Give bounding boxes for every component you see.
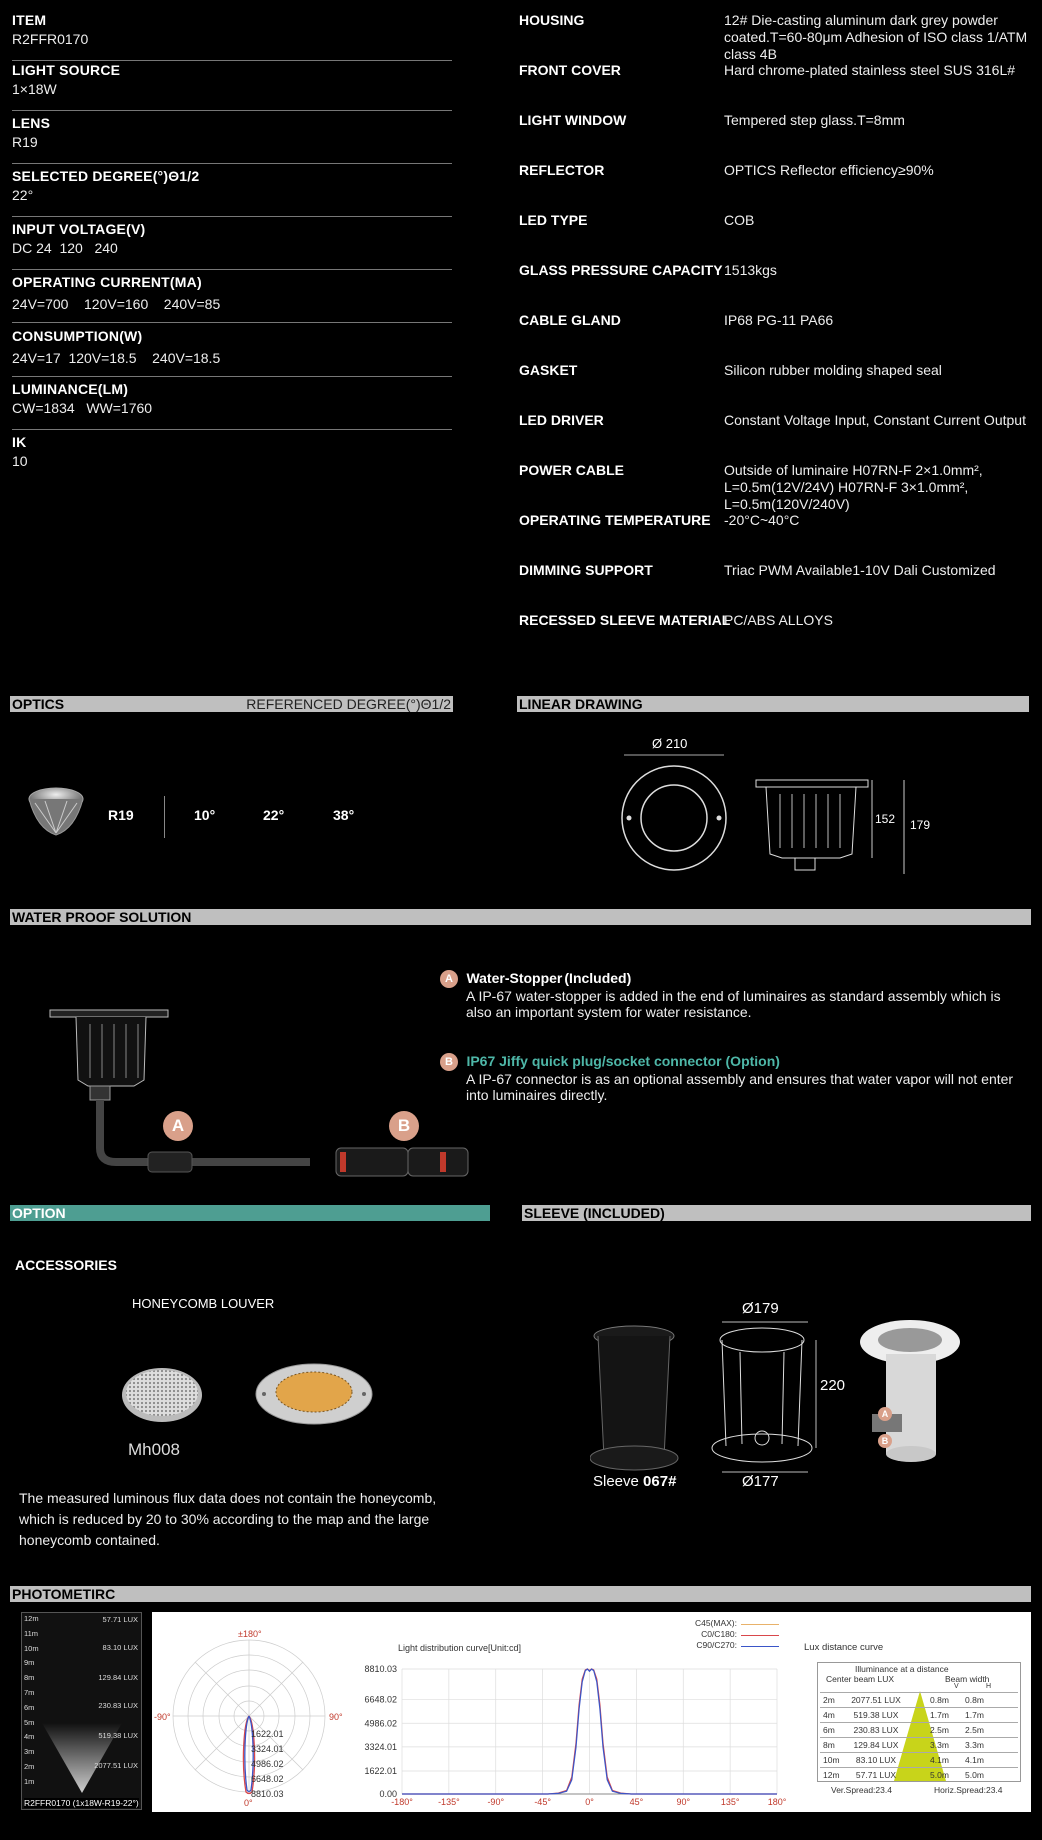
x-tick-label: 0° bbox=[585, 1797, 594, 1807]
sleeve-badge-a: A bbox=[878, 1407, 892, 1421]
strip-height-label: 2m bbox=[24, 1762, 35, 1771]
strip-height-label: 5m bbox=[24, 1717, 35, 1727]
optics-header bbox=[10, 696, 453, 712]
lux-cell: 83.10 LUX bbox=[855, 1755, 897, 1765]
spec-value: 10 bbox=[12, 453, 28, 469]
spec-label-right: REFLECTOR bbox=[519, 162, 605, 178]
polar-panel bbox=[152, 1612, 357, 1812]
spec-row-left bbox=[12, 379, 452, 430]
lux-distance-panel bbox=[797, 1612, 1031, 1812]
strip-caption: R2FFR0170 (1x18W-R19-22°) bbox=[24, 1798, 139, 1808]
y-tick-label: 0.00 bbox=[379, 1789, 397, 1799]
optics-title: OPTICS bbox=[12, 696, 65, 712]
beam-strip bbox=[21, 1612, 142, 1810]
spec-label: SELECTED DEGREE(°)Θ1/2 bbox=[12, 168, 200, 184]
honeycomb-louver-icon bbox=[120, 1365, 204, 1425]
spec-label-right: FRONT COVER bbox=[519, 62, 621, 78]
lux-table bbox=[817, 1662, 1021, 1782]
spec-value: 24V=17 120V=18.5 240V=18.5 bbox=[12, 350, 221, 366]
strip-height-label: 4m bbox=[24, 1732, 35, 1742]
sleeve-label bbox=[593, 1473, 676, 1490]
option-title: OPTION bbox=[12, 1205, 66, 1221]
spec-row-left bbox=[12, 219, 452, 270]
polar-value-label: 8810.03 bbox=[251, 1789, 284, 1799]
legend-label: C90/C270: bbox=[696, 1640, 737, 1650]
honeycomb-louver-title: HONEYCOMB LOUVER bbox=[132, 1296, 275, 1311]
spec-value: 22° bbox=[12, 187, 34, 203]
spec-label: IK bbox=[12, 434, 27, 450]
spec-value: R2FFR0170 bbox=[12, 31, 89, 47]
optics-ref-degree: REFERENCED DEGREE(°)Θ1/2 bbox=[246, 696, 451, 712]
polar-value-label: 4986.02 bbox=[251, 1759, 284, 1769]
lux-cell: 1.7m bbox=[930, 1710, 949, 1720]
sleeve-badge-b: B bbox=[878, 1434, 892, 1448]
spec-label-right: LED TYPE bbox=[519, 212, 588, 228]
lux-row bbox=[820, 1707, 1018, 1721]
spec-value-right: Outside of luminaire H07RN-F 2×1.0mm², L=0.5m(12V/24V) H07RN-F 3×1.0mm², L=0.5m(120V/240V) bbox=[724, 462, 983, 512]
waterproof-title: WATER PROOF SOLUTION bbox=[12, 909, 192, 925]
spec-value: 1×18W bbox=[12, 81, 57, 97]
polar-top-label: ±180° bbox=[238, 1629, 262, 1639]
spec-row-left bbox=[12, 60, 452, 111]
x-tick-label: 45° bbox=[629, 1797, 644, 1807]
distribution-chart bbox=[357, 1612, 797, 1812]
jiffy-connector-title: IP67 Jiffy quick plug/socket connector (Option) bbox=[466, 1053, 780, 1070]
spec-label: ITEM bbox=[12, 12, 47, 28]
strip-lux-label: 57.71 LUX bbox=[102, 1615, 138, 1624]
lux-cell: 4.1m bbox=[965, 1755, 984, 1765]
linear-height-179: 179 bbox=[910, 818, 931, 832]
legend-label: C45(MAX): bbox=[694, 1618, 737, 1628]
optics-degree-38[interactable]: 38° bbox=[333, 807, 355, 823]
reflector-icon bbox=[25, 785, 87, 839]
optics-degree-22[interactable]: 22° bbox=[263, 807, 285, 823]
x-tick-label: 90° bbox=[676, 1797, 691, 1807]
spec-value-right: 12# Die-casting aluminum dark grey powder coated.T=60-80μm Adhesion of ISO class 1/ATM class 4B bbox=[724, 12, 1028, 62]
lux-cell: 4m bbox=[823, 1710, 835, 1720]
strip-lux-label: 129.84 LUX bbox=[98, 1673, 138, 1682]
legend-label: C0/C180: bbox=[701, 1629, 737, 1639]
badge-a-large: A bbox=[163, 1111, 193, 1141]
jiffy-connector-desc: A IP-67 connector is as an optional assembly and ensures that water vapor will not enter into luminaires directly. bbox=[466, 1071, 1014, 1104]
strip-height-label: 8m bbox=[24, 1673, 35, 1683]
lux-cell: 0.8m bbox=[965, 1695, 984, 1705]
water-stopper-title: Water-Stopper bbox=[466, 970, 563, 987]
spec-value-right: Silicon rubber molding shaped seal bbox=[724, 362, 942, 378]
spec-label: LUMINANCE(LM) bbox=[12, 381, 129, 397]
sleeve-header bbox=[522, 1205, 1031, 1221]
option-header bbox=[10, 1205, 490, 1221]
linear-drawing-header bbox=[517, 696, 1029, 712]
strip-height-label: 1m bbox=[24, 1776, 35, 1786]
spec-value-right: Hard chrome-plated stainless steel SUS 316L# bbox=[724, 62, 1016, 78]
strip-height-label: 10m bbox=[24, 1643, 39, 1653]
lux-cell: 2.5m bbox=[930, 1725, 949, 1735]
spec-label-right: CABLE GLAND bbox=[519, 312, 621, 328]
spec-value-right: OPTICS Reflector efficiency≥90% bbox=[724, 162, 934, 178]
polar-left-label: -90° bbox=[154, 1712, 171, 1722]
sleeve-label-number: 067# bbox=[643, 1473, 677, 1490]
spec-row-left bbox=[12, 10, 452, 61]
sleeve-bottom-dia: Ø177 bbox=[742, 1473, 779, 1490]
curve-title: Light distribution curve[Unit:cd] bbox=[398, 1643, 522, 1653]
polar-bottom-label: 0° bbox=[244, 1798, 253, 1808]
sleeve-height: 220 bbox=[820, 1377, 846, 1394]
strip-lux-label: 83.10 LUX bbox=[102, 1643, 138, 1652]
lux-cell: 2077.51 LUX bbox=[851, 1695, 901, 1705]
strip-lux-label: 2077.51 LUX bbox=[94, 1761, 138, 1770]
lux-cell: 12m bbox=[823, 1770, 840, 1780]
strip-height-label: 12m bbox=[24, 1614, 39, 1623]
honeycomb-note: The measured luminous flux data does not contain the honeycomb, which is reduced by 20 to 30% according to the map and the large honeycomb contained. bbox=[19, 1490, 437, 1548]
y-tick-label: 8810.03 bbox=[364, 1664, 397, 1674]
badge-a: A bbox=[440, 970, 458, 988]
lux-row bbox=[820, 1692, 1018, 1706]
spec-label: OPERATING CURRENT(MA) bbox=[12, 274, 202, 290]
waterproof-header bbox=[10, 909, 1031, 925]
spec-label: CONSUMPTION(W) bbox=[12, 328, 143, 344]
linear-height-152: 152 bbox=[875, 812, 896, 826]
polar-right-label: 90° bbox=[329, 1712, 343, 1722]
lux-cell: 1.7m bbox=[965, 1710, 984, 1720]
strip-lux-label: 519.38 LUX bbox=[98, 1731, 138, 1740]
distribution-panel bbox=[357, 1612, 797, 1812]
optics-lens: R19 bbox=[108, 807, 134, 823]
lux-cell: 519.38 LUX bbox=[853, 1710, 899, 1720]
strip-height-label: 11m bbox=[24, 1628, 39, 1638]
sleeve-top-dia: Ø179 bbox=[742, 1300, 779, 1317]
lux-cell: 6m bbox=[823, 1725, 835, 1735]
lux-cell: 4.1m bbox=[930, 1755, 949, 1765]
spec-value-right: -20°C~40°C bbox=[724, 512, 800, 528]
spec-value: CW=1834 WW=1760 bbox=[12, 400, 153, 416]
spec-value: DC 24 120 240 bbox=[12, 240, 118, 256]
spec-value-right: Tempered step glass.T=8mm bbox=[724, 112, 905, 128]
polar-value-label: 3324.01 bbox=[251, 1744, 284, 1754]
lux-col-h: H bbox=[986, 1683, 992, 1690]
spec-row-left bbox=[12, 113, 452, 164]
honeycomb-installed-icon bbox=[254, 1360, 374, 1426]
lux-cell: 129.84 LUX bbox=[853, 1740, 899, 1750]
water-stopper-desc: A IP-67 water-stopper is added in the end of luminaires as standard assembly which is also an important system for water resistance. bbox=[466, 988, 1001, 1021]
lux-row bbox=[820, 1737, 1018, 1751]
spec-label-right: RECESSED SLEEVE MATERIAL bbox=[519, 612, 731, 628]
lux-table-title: Illuminance at a distance bbox=[855, 1664, 949, 1674]
y-tick-label: 4986.02 bbox=[364, 1718, 397, 1729]
polar-value-label: 1622.01 bbox=[251, 1729, 284, 1739]
sleeve-label-prefix: Sleeve bbox=[593, 1473, 644, 1490]
hor-spread: Horiz.Spread:23.4 bbox=[934, 1785, 1003, 1795]
x-tick-label: -180° bbox=[391, 1797, 413, 1807]
spec-label-right: DIMMING SUPPORT bbox=[519, 562, 653, 578]
sleeve-drawings bbox=[590, 1318, 970, 1478]
lux-cell: 0.8m bbox=[930, 1695, 949, 1705]
ver-spread: Ver.Spread:23.4 bbox=[831, 1785, 892, 1795]
spec-label-right: OPERATING TEMPERATURE bbox=[519, 512, 711, 528]
strip-lux-label: 230.83 LUX bbox=[98, 1701, 138, 1710]
strip-height-label: 6m bbox=[24, 1702, 35, 1712]
y-tick-label: 3324.01 bbox=[364, 1741, 397, 1752]
strip-height-label: 3m bbox=[24, 1747, 35, 1757]
lux-col-v: V bbox=[954, 1683, 959, 1690]
spec-value-right: COB bbox=[724, 212, 755, 228]
jiffy-connector-block bbox=[440, 1053, 1020, 1103]
spec-label-right: GASKET bbox=[519, 362, 578, 378]
spec-row-left bbox=[12, 272, 452, 323]
x-tick-label: -135° bbox=[438, 1797, 460, 1807]
optics-divider bbox=[164, 796, 165, 838]
spec-label: INPUT VOLTAGE(V) bbox=[12, 221, 146, 237]
spec-value: 24V=700 120V=160 240V=85 bbox=[12, 296, 221, 312]
lux-row bbox=[820, 1767, 1018, 1781]
badge-b-large: B bbox=[389, 1111, 419, 1141]
spec-label-right: POWER CABLE bbox=[519, 462, 624, 478]
photometric-title: PHOTOMETIRC bbox=[12, 1586, 116, 1602]
lux-cell: 2m bbox=[823, 1695, 835, 1705]
y-tick-label: 1622.01 bbox=[364, 1765, 397, 1776]
spec-label: LENS bbox=[12, 115, 51, 131]
lux-row bbox=[820, 1722, 1018, 1736]
lux-row bbox=[820, 1752, 1018, 1766]
lux-cell: 3.3m bbox=[965, 1740, 984, 1750]
x-tick-label: -45° bbox=[534, 1797, 551, 1807]
spec-value-right: Constant Voltage Input, Constant Current Output bbox=[724, 412, 1026, 428]
water-stopper-tag: (Included) bbox=[564, 970, 632, 987]
lux-cell: 3.3m bbox=[930, 1740, 949, 1750]
spec-row-left bbox=[12, 432, 452, 476]
spec-label-right: HOUSING bbox=[519, 12, 585, 28]
water-stopper-block bbox=[440, 970, 1020, 1020]
lux-cell: 230.83 LUX bbox=[853, 1725, 899, 1735]
lux-cell: 5.0m bbox=[930, 1770, 949, 1780]
linear-drawing-title: LINEAR DRAWING bbox=[519, 696, 643, 712]
lux-cell: 57.71 LUX bbox=[855, 1770, 897, 1780]
polar-value-label: 6648.02 bbox=[251, 1774, 284, 1784]
optics-degree-10[interactable]: 10° bbox=[194, 807, 216, 823]
spec-value-right: PC/ABS ALLOYS bbox=[724, 612, 833, 628]
linear-dia-label: Ø 210 bbox=[652, 736, 688, 751]
louver-model: Mh008 bbox=[128, 1440, 180, 1459]
lux-cell: 5.0m bbox=[965, 1770, 984, 1780]
strip-height-label: 9m bbox=[24, 1658, 35, 1668]
x-tick-label: 180° bbox=[767, 1797, 787, 1807]
spec-value-right: 1513kgs bbox=[724, 262, 777, 278]
spec-label: LIGHT SOURCE bbox=[12, 62, 121, 78]
spec-value-right: IP68 PG-11 PA66 bbox=[724, 312, 834, 328]
spec-row-left bbox=[12, 166, 452, 217]
accessories-title: ACCESSORIES bbox=[15, 1257, 117, 1273]
strip-height-label: 7m bbox=[24, 1688, 35, 1697]
spec-row-left bbox=[12, 326, 452, 377]
y-tick-label: 6648.02 bbox=[364, 1694, 397, 1705]
lux-cell: 2.5m bbox=[965, 1725, 984, 1735]
lux-col-beam: Beam width bbox=[945, 1674, 990, 1684]
photometric-header bbox=[10, 1586, 1031, 1602]
x-tick-label: -90° bbox=[487, 1797, 505, 1807]
spec-label-right: LIGHT WINDOW bbox=[519, 112, 627, 128]
lux-cell: 8m bbox=[823, 1740, 835, 1750]
spec-value-right: Triac PWM Available1-10V Dali Customized bbox=[724, 562, 996, 578]
badge-b: B bbox=[440, 1053, 458, 1071]
lux-col-center: Center beam LUX bbox=[826, 1674, 895, 1684]
lux-title: Lux distance curve bbox=[804, 1642, 884, 1653]
spec-value: R19 bbox=[12, 134, 38, 150]
sleeve-title: SLEEVE (INCLUDED) bbox=[524, 1205, 665, 1221]
spec-label-right: LED DRIVER bbox=[519, 412, 604, 428]
x-tick-label: 135° bbox=[720, 1797, 740, 1807]
spec-label-right: GLASS PRESSURE CAPACITY bbox=[519, 262, 723, 278]
lux-cell: 10m bbox=[823, 1755, 840, 1765]
